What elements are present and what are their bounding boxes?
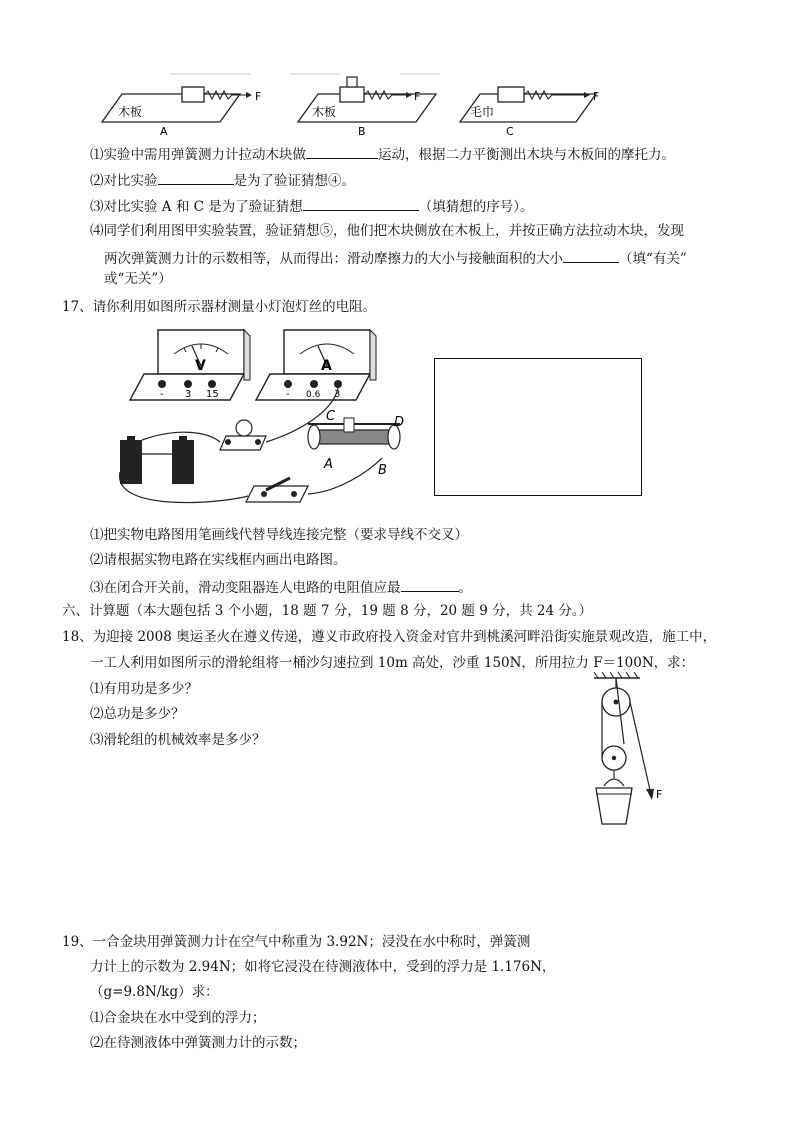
- rheostat-terminal-a: A: [324, 457, 333, 472]
- answer-blank[interactable]: [401, 577, 459, 592]
- q16-part4-line1: ⑷同学们利用图甲实验装置，验证猜想⑤，他们把木块侧放在木板上，并按正确方法拉动木块，发现: [90, 223, 684, 239]
- board-label-a: 木板: [118, 105, 143, 119]
- panel-a: [102, 87, 261, 138]
- voltmeter: [130, 330, 250, 400]
- q17-title: 17、请你利用如图所示器材测量小灯泡灯丝的电阻。: [62, 299, 377, 315]
- panel-label-a: A: [160, 125, 168, 138]
- q16-part4-line3: 或“无关”）: [104, 271, 172, 287]
- answer-blank[interactable]: [303, 196, 419, 211]
- q17-part1: ⑴把实物电路图用笔画线代替导线连接完整（要求导线不交叉）: [90, 527, 468, 543]
- q18-part1: ⑴有用功是多少？: [90, 681, 198, 697]
- voltmeter-terminal-15: 15: [206, 389, 219, 400]
- q19-part2: ⑵在待测液体中弹簧测力计的示数；: [90, 1035, 306, 1051]
- switch: [246, 478, 308, 502]
- q16-part3: ⑶对比实验 A 和 C 是为了验证猜想 （填猜想的序号）。: [90, 196, 534, 216]
- ammeter-terminal-3: 3: [334, 389, 341, 400]
- circuit-apparatus-figure: [118, 322, 418, 512]
- voltmeter-terminal-3: 3: [185, 389, 192, 400]
- rheostat-terminal-b: B: [378, 463, 387, 478]
- panel-b: [298, 77, 436, 138]
- battery-pair: [120, 436, 194, 484]
- voltmeter-symbol: V: [195, 358, 206, 374]
- sand-bucket: [596, 788, 632, 824]
- circuit-diagram-box[interactable]: [434, 358, 642, 496]
- q16-part2: ⑵对比实验 是为了验证猜想④。: [90, 170, 355, 190]
- friction-experiment-figure: [100, 62, 620, 140]
- panel-label-c: C: [506, 125, 514, 138]
- towel-label-c: 毛巾: [470, 105, 495, 119]
- ammeter: [256, 330, 376, 400]
- answer-blank[interactable]: [563, 248, 619, 263]
- q19-line2: 力计上的示数为 2.94N；如将它浸没在待测液体中，受到的浮力是 1.176N，: [90, 959, 556, 975]
- rheostat: [308, 409, 404, 478]
- q17-part2: ⑵请根据实物电路在实线框内画出电路图。: [90, 552, 347, 568]
- q19-line3: （g=9.8N/kg）求：: [90, 984, 219, 1000]
- board-label-b: 木板: [312, 105, 337, 119]
- panel-c: [460, 87, 599, 138]
- answer-blank[interactable]: [158, 170, 234, 185]
- ammeter-symbol: A: [321, 358, 332, 374]
- q17-part3: ⑶在闭合开关前，滑动变阻器连人电路的电阻值应最 。: [90, 577, 472, 597]
- q18-line2: 一工人利用如图所示的滑轮组将一桶沙匀速拉到 10m 高处，沙重 150N，所用拉力 F＝100N，求：: [90, 655, 695, 671]
- q19-line1: 19、一合金块用弹簧测力计在空气中称重为 3.92N；浸没在水中称时，弹簧测: [62, 934, 531, 950]
- pulley-system-figure: [588, 672, 678, 844]
- panel-label-b: B: [358, 125, 366, 138]
- force-label-b: F: [414, 90, 421, 103]
- pull-force-label: F: [656, 788, 663, 801]
- voltmeter-terminal-minus: -: [160, 389, 164, 400]
- q16-part4-line2: 两次弹簧测力计的示数相等，从而得出：滑动摩擦力的大小与接触面积的大小 （填“有关”: [104, 248, 687, 268]
- q18-part3: ⑶滑轮组的机械效率是多少？: [90, 732, 266, 748]
- q16-part1: ⑴实验中需用弹簧测力计拉动木块做 运动，根据二力平衡测出木块与木板间的摩托力。: [90, 144, 675, 164]
- answer-blank[interactable]: [306, 144, 378, 159]
- q19-part1: ⑴合金块在水中受到的浮力；: [90, 1010, 266, 1026]
- rheostat-terminal-c: C: [326, 409, 336, 424]
- q18-line1: 18、为迎接 2008 奥运圣火在遵义传递，遵义市政府投入资金对官井到桃溪河畔沿街实施景观改造，施工中，: [62, 629, 717, 645]
- force-label-a: F: [255, 90, 262, 103]
- section-6-title: 六、计算题（本大题包括 3 个小题，18 题 7 分，19 题 8 分，20 题 9 分，共 24 分。）: [62, 603, 593, 619]
- ammeter-terminal-06: 0.6: [306, 390, 321, 400]
- ammeter-terminal-minus: -: [286, 389, 290, 400]
- force-label-c: F: [593, 90, 600, 103]
- lamp-holder: [220, 420, 266, 450]
- rheostat-terminal-d: D: [394, 415, 405, 430]
- q18-part2: ⑵总功是多少？: [90, 706, 185, 722]
